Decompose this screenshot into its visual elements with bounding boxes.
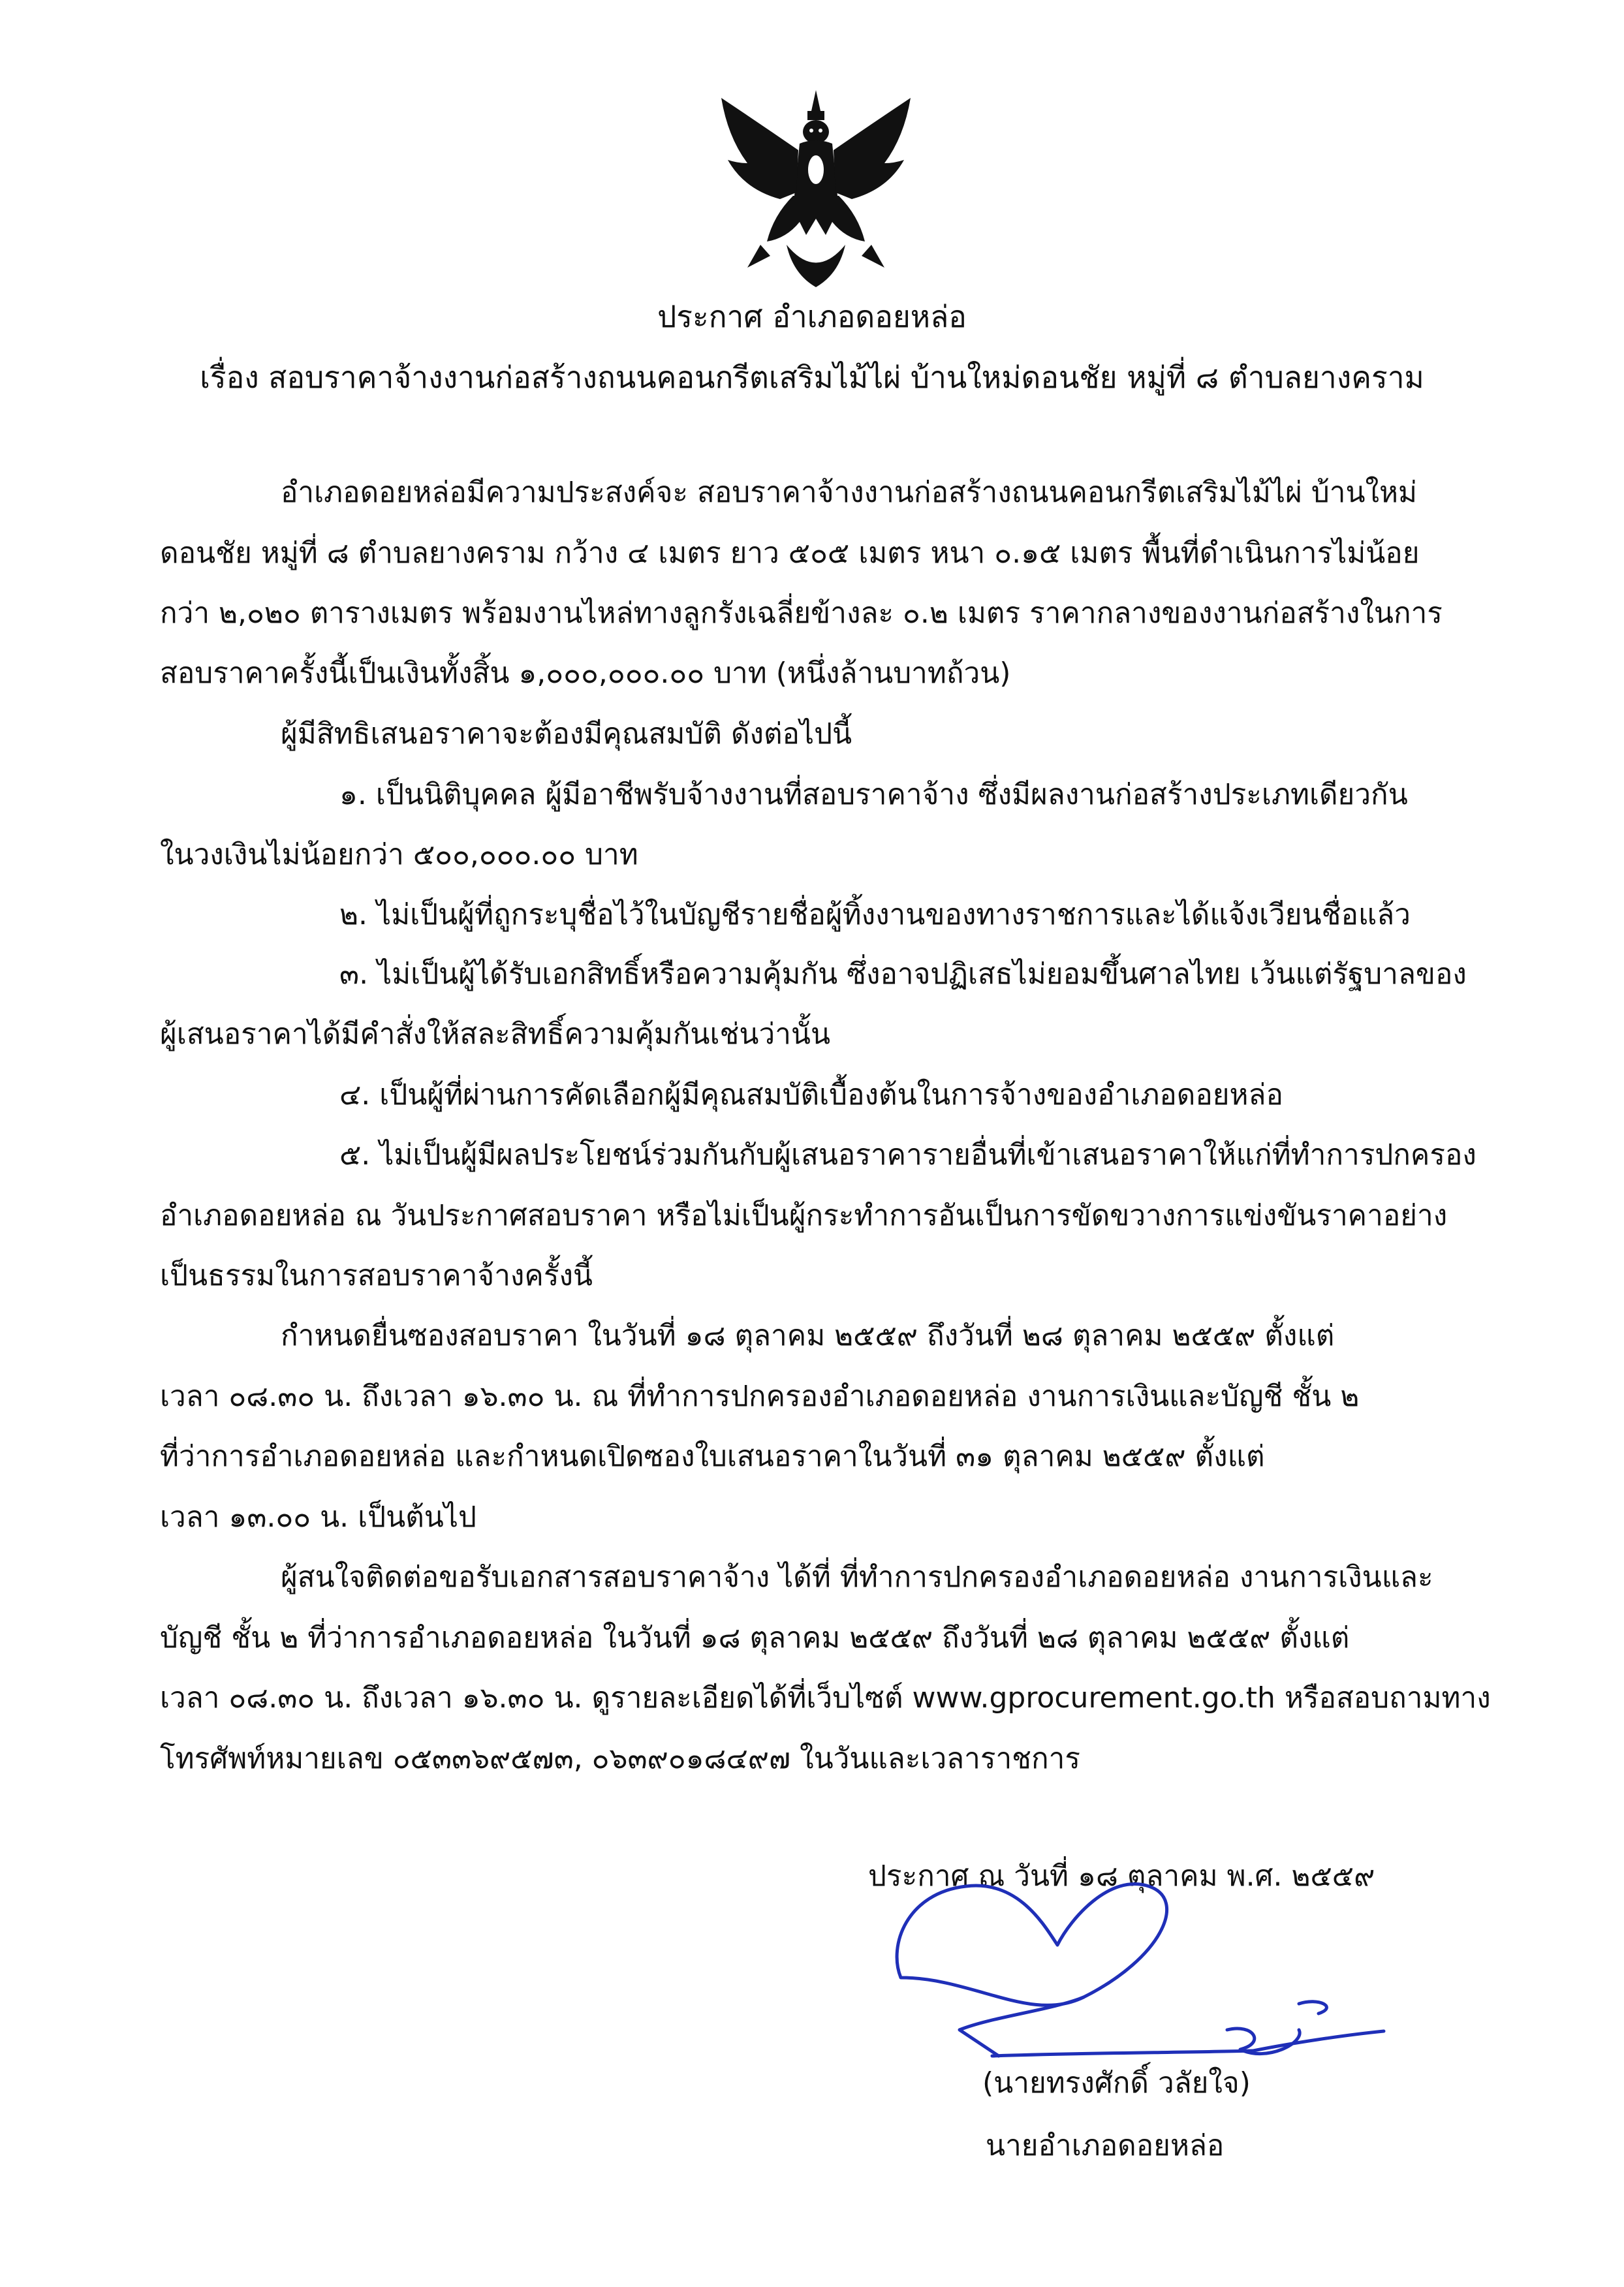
garuda-emblem-icon [708,85,924,294]
body-line: ๑. เป็นนิติบุคคล ผู้มีอาชีพรับจ้างงานที่สอบราคาจ้าง ซึ่งมีผลงานก่อสร้างประเภทเดียวกัน [339,778,1408,811]
announcement-title: ประกาศ อำเภอดอยหล่อ [657,299,967,334]
body-line: กำหนดยื่นซองสอบราคา ในวันที่ ๑๘ ตุลาคม ๒๕๕๙ ถึงวันที่ ๒๘ ตุลาคม ๒๕๕๙ ตั้งแต่ [281,1319,1335,1352]
body-line: เวลา ๑๓.๐๐ น. เป็นต้นไป [160,1501,476,1534]
body-line: กว่า ๒,๐๒๐ ตารางเมตร พร้อมงานไหล่ทางลูกรังเฉลี่ยข้างละ ๐.๒ เมตร ราคากลางของงานก่อสร้างในการ [160,597,1443,630]
signatory-name: (นายทรงศักดิ์ วลัยใจ) [982,2066,1251,2100]
body-line: ๒. ไม่เป็นผู้ที่ถูกระบุชื่อไว้ในบัญชีรายชื่อผู้ทิ้งงานของทางราชการและได้แจ้งเวียนชื่อแล้ว [339,898,1411,931]
body-line: ดอนชัย หมู่ที่ ๘ ตำบลยางคราม กว้าง ๔ เมตร ยาว ๕๐๕ เมตร หนา ๐.๑๕ เมตร พื้นที่ดำเนินการไม่น้อย [160,537,1420,570]
announcement-date: ประกาศ ณ วันที่ ๑๘ ตุลาคม พ.ศ. ๒๕๕๙ [868,1859,1375,1893]
signatory-position: นายอำเภอดอยหล่อ [986,2129,1225,2162]
body-line: ผู้เสนอราคาได้มีคำสั่งให้สละสิทธิ์ความคุ้มกันเช่นว่านั้น [160,1018,831,1051]
body-line: ๓. ไม่เป็นผู้ได้รับเอกสิทธิ์หรือความคุ้มกัน ซึ่งอาจปฏิเสธไม่ยอมขึ้นศาลไทย เว้นแต่รัฐบาลของ [339,957,1467,991]
body-line: ในวงเงินไม่น้อยกว่า ๕๐๐,๐๐๐.๐๐ บาท [160,838,638,871]
body-line: บัญชี ชั้น ๒ ที่ว่าการอำเภอดอยหล่อ ในวันที่ ๑๘ ตุลาคม ๒๕๕๙ ถึงวันที่ ๒๘ ตุลาคม ๒๕๕๙ ตั้งแต่ [160,1621,1350,1655]
body-line: เป็นธรรมในการสอบราคาจ้างครั้งนี้ [160,1259,593,1292]
body-line: อำเภอดอยหล่อ ณ วันประกาศสอบราคา หรือไม่เป็นผู้กระทำการอันเป็นการขัดขวางการแข่งขันราคาอย่าง [160,1199,1448,1232]
handwritten-signature-icon [888,1867,1397,2082]
body-line: โทรศัพท์หมายเลข ๐๕๓๓๖๙๕๗๓, ๐๖๓๙๐๑๘๔๙๗ ในวันและเวลาราชการ [160,1742,1080,1775]
body-line: ๔. เป็นผู้ที่ผ่านการคัดเลือกผู้มีคุณสมบัติเบื้องต้นในการจ้างของอำเภอดอยหล่อ [339,1078,1283,1112]
announcement-subject: เรื่อง สอบราคาจ้างงานก่อสร้างถนนคอนกรีตเสริมไม้ไผ่ บ้านใหม่ดอนชัย หมู่ที่ ๘ ตำบลยางคราม [200,360,1424,395]
body-line: ที่ว่าการอำเภอดอยหล่อ และกำหนดเปิดซองใบเสนอราคาในวันที่ ๓๑ ตุลาคม ๒๕๕๙ ตั้งแต่ [160,1440,1265,1473]
body-line: สอบราคาครั้งนี้เป็นเงินทั้งสิ้น ๑,๐๐๐,๐๐๐.๐๐ บาท (หนึ่งล้านบาทถ้วน) [160,657,1011,690]
body-line: ผู้มีสิทธิเสนอราคาจะต้องมีคุณสมบัติ ดังต่อไปนี้ [281,717,852,751]
body-line: อำเภอดอยหล่อมีความประสงค์จะ สอบราคาจ้างงานก่อสร้างถนนคอนกรีตเสริมไม้ไผ่ บ้านใหม่ [281,476,1418,509]
body-line: ๕. ไม่เป็นผู้มีผลประโยชน์ร่วมกันกับผู้เสนอราคารายอื่นที่เข้าเสนอราคาให้แก่ที่ทำการปกครอง [339,1138,1476,1172]
body-line: เวลา ๐๘.๓๐ น. ถึงเวลา ๑๖.๓๐ น. ณ ที่ทำการปกครองอำเภอดอยหล่อ งานการเงินและบัญชี ชั้น ๒ [160,1380,1360,1413]
body-line: เวลา ๐๘.๓๐ น. ถึงเวลา ๑๖.๓๐ น. ดูรายละเอียดได้ที่เว็บไซต์ www.gprocurement.go.th หรือสอบถามทาง [160,1681,1491,1715]
body-line: ผู้สนใจติดต่อขอรับเอกสารสอบราคาจ้าง ได้ที่ ที่ทำการปกครองอำเภอดอยหล่อ งานการเงินและ [281,1561,1433,1594]
